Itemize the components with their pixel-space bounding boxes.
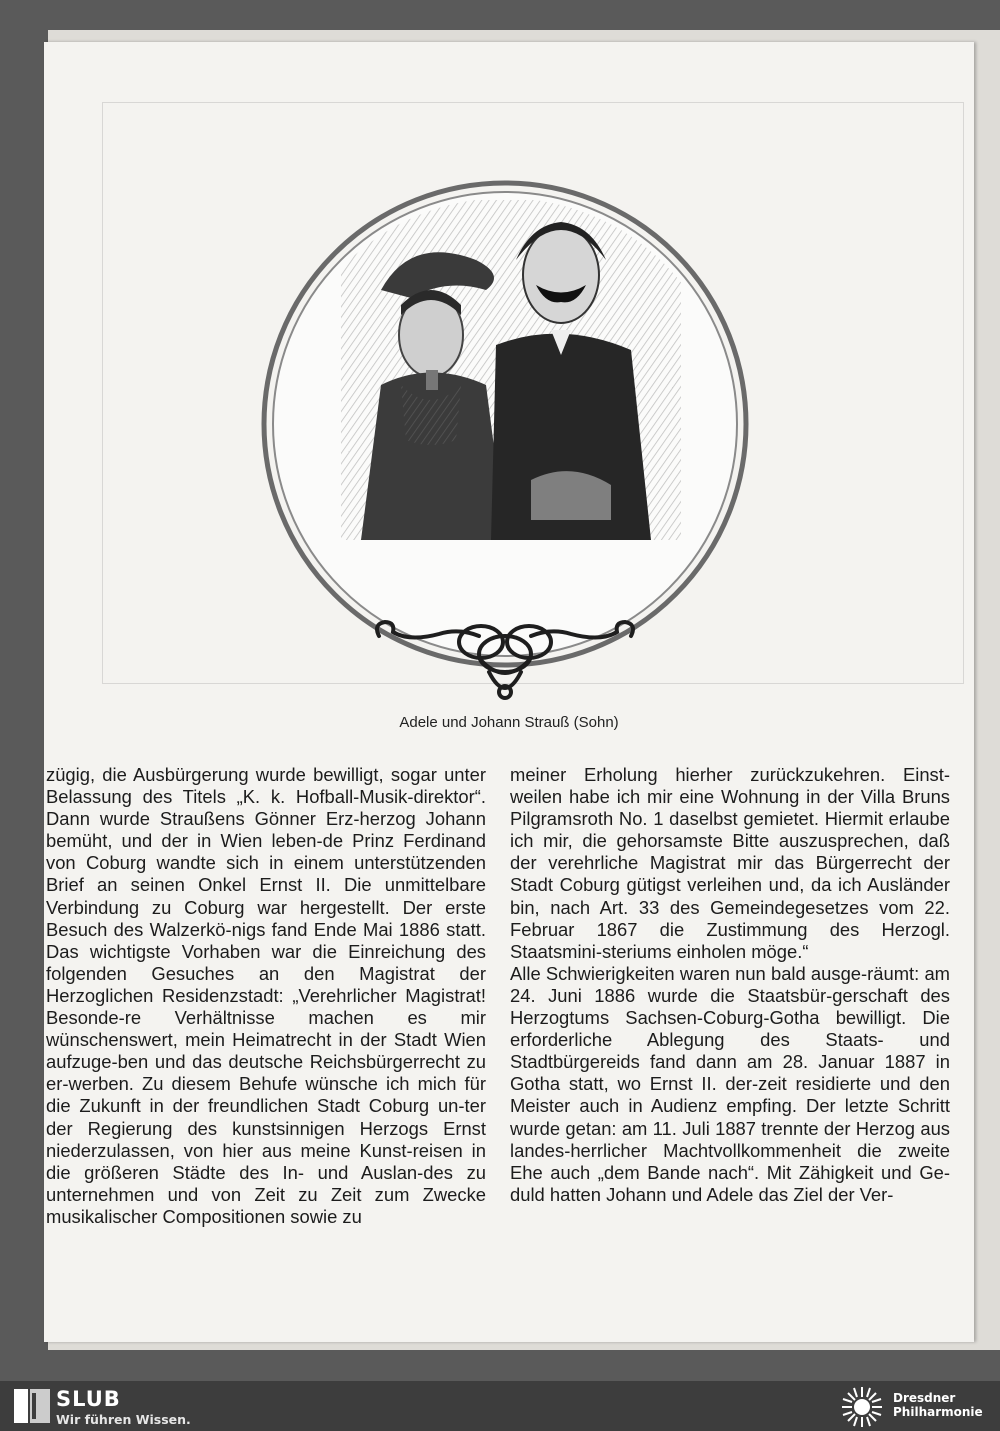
slub-tagline: Wir führen Wissen. — [56, 1412, 191, 1427]
slub-wordmark: SLUB — [56, 1387, 121, 1411]
figure-caption: Adele und Johann Strauß (Sohn) — [399, 714, 619, 731]
partner-name-line2: Philharmonie — [893, 1405, 983, 1419]
footer-bar — [0, 1381, 1000, 1431]
text-column-right — [510, 764, 950, 1206]
paragraph: meiner Erholung hierher zurückzukehren. Einst-weilen habe ich mir eine Wohnung in der Villa Bruns Pilgramsroth No. 1 daselbst gemietet. Hiermit erlaube ich mir, die gehorsamste Bitte auszusprechen, daß der verehrliche Magistrat mir das Bürgerrecht der Stadt Coburg gütigst verleihen und, da ich Ausländer bin, nach Art. 33 des Gemeindegesetzes vom 22. Februar 1867 die Zustimmung des Herzogl. Staatsmini-steriums einholen möge.“ — [510, 764, 950, 962]
text-column-left — [46, 764, 486, 1228]
portrait-medallion — [261, 180, 749, 668]
dresdner-philharmonie-logo-icon — [840, 1385, 884, 1429]
partner-name-line1: Dresdner — [893, 1391, 956, 1405]
slub-logo-icon — [12, 1387, 52, 1425]
document-page — [44, 42, 974, 1342]
ornament-divider-icon — [369, 614, 641, 706]
paragraph: zügig, die Ausbürgerung wurde bewilligt, sogar unter Belassung des Titels „K. k. Hofball-Musik-direktor“. Dann wurde Straußens Gönner Erz-herzog Johann bemüht, und der in Wien leben-de Prinz Ferdinand von Coburg wandte sich in einem unterstützenden Brief an seinen Onkel Ernst II. Die unmittelbare Verbindung zu Coburg war hergestellt. Der erste Besuch des Walzerkö-nigs fand Ende Mai 1886 statt. Das wichtigste Vorhaben war die Einreichung des folgenden Gesuches an den Magistrat der Herzoglichen Residenzstadt: „Verehrlicher Magistrat! Besonde-re Verhältnisse machen es mir wünschenswert, mein Heimatrecht in der Stadt Wien aufzuge-ben und das deutsche Reichsbürgerrecht zu er-werben. Zu diesem Behufe wünsche ich mich für die Zukunft in der freundlichen Stadt Coburg un-ter der Regierung des kunstsinnigen Herzogs Ernst niederzulassen, von hier aus meine Kunst-reisen in die größeren Städte des In- und Auslan-des zu unternehmen und von Zeit zu Zeit zum Zwecke musikalischer Compositionen sowie zu — [46, 764, 486, 1227]
partner-name — [893, 1391, 983, 1419]
portrait-photo — [261, 180, 749, 668]
paragraph: Alle Schwierigkeiten waren nun bald ausge-räumt: am 24. Juni 1886 wurde die Staatsbür-gerschaft des Herzogtums Sachsen-Coburg-Gotha bewilligt. Die erforderliche Ablegung des Staats- und Stadtbürgereids fand dann am 28. Januar 1887 in Gotha statt, wo Ernst II. der-zeit residierte und den Meister auch in Audienz empfing. Der letzte Schritt wurde getan: am 11. Juli 1887 trennte der Herzog aus landes-herrlicher Machtvollkommenheit die zweite Ehe auch „dem Bande nach“. Mit Zähigkeit und Ge-duld hatten Johann und Adele das Ziel der Ver- — [510, 962, 950, 1205]
